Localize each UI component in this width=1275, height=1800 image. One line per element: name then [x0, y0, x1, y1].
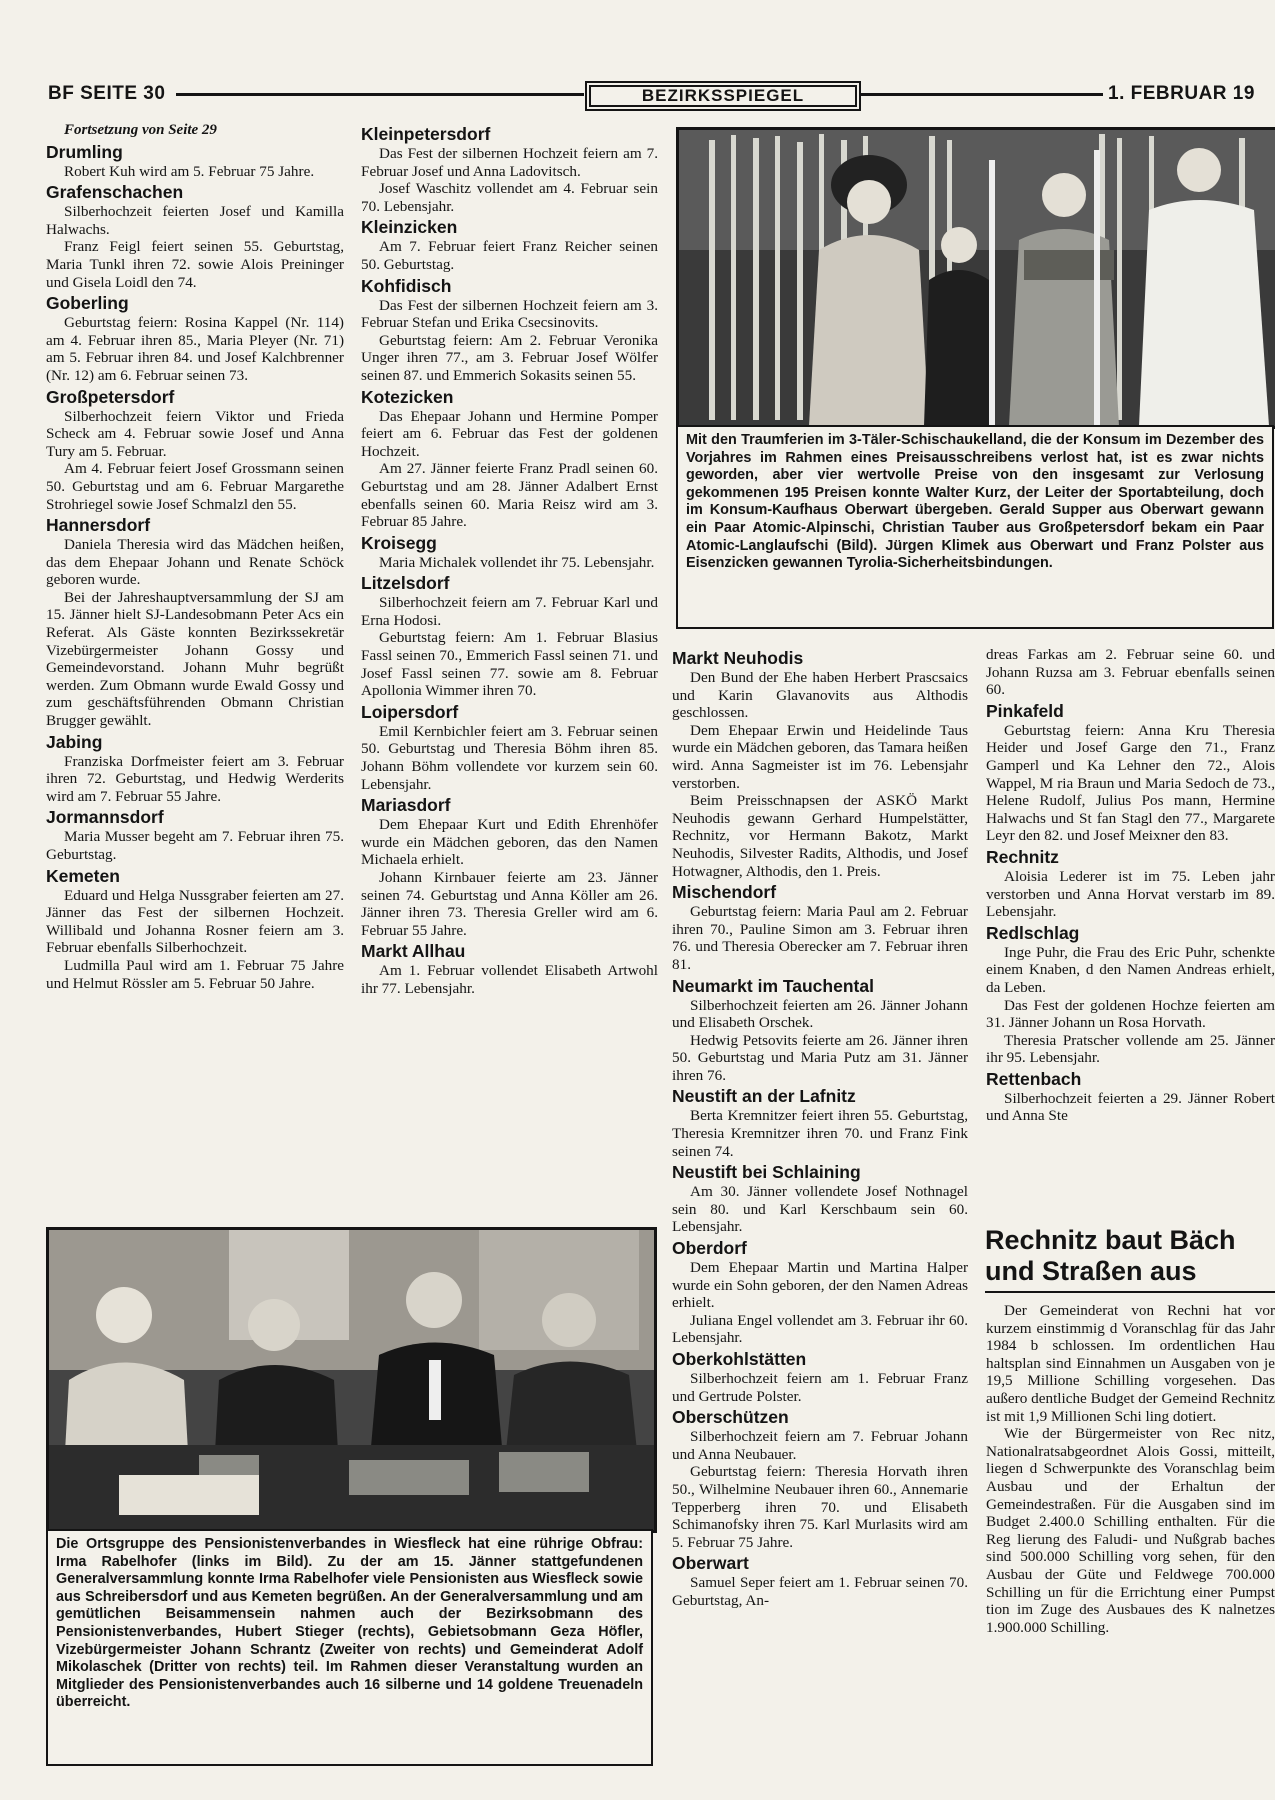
news-paragraph: Am 27. Jänner feierte Franz Pradl seinen 60. Geburtstag und am 28. Jänner Adalbert Ernst ebenfalls seinen 60. Maria Reisz wird am 3. Februar 85 Jahre. — [361, 460, 658, 531]
place-heading: Kotezicken — [361, 386, 454, 407]
news-paragraph: Am 7. Februar feiert Franz Reicher seinen 50. Geburtstag. — [361, 238, 658, 273]
news-paragraph: Bei der Jahreshauptversammlung der SJ am 15. Jänner hielt SJ-Landesobmann Peter Acs ein Referat. Als Gäste konnten Bezirkssekretär Vizebürgermeister Johann Gossy und Gemeindevorstand. Johann Muhr begrüßt werden. Zum Obmann wurde Ewald Gossy und zum geschäftsführenden Obmann Christian Brugger gewählt. — [46, 588, 344, 730]
place-heading: Mariasdorf — [361, 795, 451, 816]
news-paragraph: Beim Preisschnapsen der ASKÖ Markt Neuhodis gewann Gerhard Humpelstätter, Rechnitz, vor Hermann Bakotz, Markt Neuhodis, Silvester Radits, Althodis, und Josef Hotwagner, Althodis, den 1. Preis. — [672, 792, 968, 880]
news-paragraph: Den Bund der Ehe haben Herbert Prascsaics und Karin Glavanovits aus Althodis geschlossen. — [672, 669, 968, 722]
place-heading: Mischendorf — [672, 882, 777, 903]
place-heading: Kemeten — [46, 865, 120, 886]
news-paragraph: Am 4. Februar feiert Josef Grossmann seinen 50. Geburtstag und am 6. Februar Margarethe Strohriegel sowie Josef Schmalzl den 55. — [46, 460, 344, 513]
article-paragraph: Wie der Bürgermeister von Rec nitz, Nationalratsabgeordnet Alois Gossi, mitteilt, liegen d Schwerpunkte des Voranschlag beim Ausbau und der Erhaltun der Gemeindestraßen. Für die Ausgaben sind im Budget 2.400.0 Schilling enthalten. Für die Reg lierung des Faludi- und Nußgrab baches sind 500.000 Schilling vorg sehen, für den Ausbau der Güte und Feldwege 700.000 Schilling un für die Errichtung einer Pumpst tion im Zuge des Ausbaues des K nalnetzes 1.900.000 Schilling. — [986, 1425, 1275, 1636]
place-heading: Drumling — [46, 141, 123, 162]
ski-prize-illustration — [679, 130, 1275, 426]
news-paragraph: Geburtstag feiern: Maria Paul am 2. Februar ihren 70., Pauline Simon am 3. Februar ihren 76. und Theresia Oberecker am 7. Februar ihren 81. — [672, 903, 968, 973]
article-paragraph: Der Gemeinderat von Rechni hat vor kurzem einstimmig d Voranschlag für das Jahr 1984 b schlossen. Im ordentlichen Hau haltsplan sind Einnahmen un Ausgaben von je 19,5 Millione Schilling vorgesehen. Das außero dentliche Budget der Gemeind Rechnitz ist mit 1,9 Millionen Schi ling dotiert. — [986, 1302, 1275, 1425]
place-heading: Markt Allhau — [361, 941, 466, 962]
news-paragraph: Geburtstag feiern: Anna Kru Theresia Heider und Josef Garge den 71., Franz Gamperl und Ka Lehner den 72., Alois Wappel, M ria Braun und Maria Sedoch de 73., Helene Rudolf, Julius Pos mann, Hermine Halwachs und St fan Stagl den 77., Margarete Leyr den 82. und Josef Meixner den 83. — [986, 721, 1275, 845]
place-heading: Goberling — [46, 293, 129, 314]
news-paragraph: Maria Michalek vollendet ihr 75. Lebensjahr. — [379, 553, 655, 571]
pensioner-meeting-illustration — [49, 1230, 654, 1530]
place-heading: Oberdorf — [672, 1238, 747, 1259]
ski-photo-caption: Mit den Traumferien im 3-Täler-Schischaukelland, die der Konsum im Dezember des Vorjahres im Rahmen eines Preisausschreibens verlost hat, ist es zwar nichts geworden, aber vier wertvolle Preise von den insgesamt zur Verlosung gekommenen 195 Preisen konnte Walter Kurz, der Leiter der Sportabteilung, doch im Konsum-Kaufhaus Oberwart übergeben. Gerald Supper aus Oberwart gewann ein Paar Atomic-Alpinschi, Christian Tauber aus Großpetersdorf bekam ein Paar Atomic-Langlaufschi (Bild). Jürgen Klimek aus Oberwart und Franz Polster aus Eisenzicken gewannen Tyrolia-Sicherheitsbindungen. — [676, 425, 1274, 629]
section-title: BEZIRKSSPIEGEL — [585, 81, 861, 111]
news-paragraph: Eduard und Helga Nussgraber feierten am 27. Jänner das Fest der silbernen Hochzeit. Willibald und Johanna Rosner feiern am 3. Februar ebenfalls Silberhochzeit. — [46, 886, 344, 957]
news-paragraph: Silberhochzeit feiern am 7. Februar Karl und Erna Hodosi. — [361, 594, 658, 629]
news-paragraph: Theresia Pratscher vollende am 25. Jänner ihr 95. Lebensjahr. — [986, 1031, 1275, 1067]
header-rule-left — [176, 93, 584, 96]
news-paragraph: dreas Farkas am 2. Februar seine 60. und Johann Ruzsa am 3. Februar ebenfalls seinen 60. — [986, 646, 1275, 699]
news-paragraph: Silberhochzeit feiern am 1. Februar Franz und Gertrude Polster. — [672, 1370, 968, 1405]
news-paragraph: Dem Ehepaar Martin und Martina Halper wurde ein Sohn geboren, der den Namen Adreas erhielt. — [672, 1259, 968, 1312]
column-2 — [361, 122, 658, 1217]
column-4 — [986, 646, 1275, 1211]
place-heading: Rechnitz — [986, 846, 1059, 867]
page-header — [48, 81, 1275, 109]
news-paragraph: Johann Kirnbauer feierte am 23. Jänner seinen 74. Geburtstag und Anna Köller am 26. Jänner ihren 73. Theresia Greller wird am 6. Februar 55 Jahre. — [361, 869, 658, 939]
column-3 — [672, 646, 968, 1768]
column-1 — [46, 122, 344, 1207]
place-heading: Oberkohlstätten — [672, 1349, 807, 1369]
pensioner-meeting-photo — [46, 1227, 657, 1533]
news-paragraph: Franz Feigl feiert seinen 55. Geburtstag, Maria Tunkl ihren 72. sowie Alois Preininger und Gisela Loidl den 74. — [46, 238, 344, 291]
news-paragraph: Am 30. Jänner vollendete Josef Nothnagel sein 80. und Karl Kerschbaum sein 60. Lebensjahr. — [672, 1183, 968, 1236]
page-label: BF SEITE 30 — [48, 83, 166, 104]
news-paragraph: Am 1. Februar vollendet Elisabeth Artwohl ihr 77. Lebensjahr. — [361, 962, 658, 997]
place-heading: Grafenschachen — [46, 182, 184, 203]
news-paragraph: Geburtstag feiern: Rosina Kappel (Nr. 114) am 4. Februar ihren 85., Maria Pleyer (Nr. 71) am 5. Februar ihren 84. und Josef Kalchbrenner (Nr. 12) am 6. Februar seinen 73. — [46, 314, 344, 384]
place-heading: Kleinzicken — [361, 217, 458, 238]
news-paragraph: Franziska Dorfmeister feiert am 3. Februar ihren 72. Geburtstag, und Hedwig Werderits wird am 7. Februar 55 Jahre. — [46, 752, 344, 805]
place-heading: Neustift bei Schlaining — [672, 1162, 861, 1183]
news-paragraph: Josef Waschitz vollendet am 4. Februar sein 70. Lebensjahr. — [361, 180, 658, 215]
place-heading: Rettenbach — [986, 1068, 1082, 1089]
news-paragraph: Silberhochzeit feierten Josef und Kamilla Halwachs. — [46, 203, 344, 238]
news-paragraph: Aloisia Lederer ist im 75. Leben jahr verstorben und Anna Horvat verstarb im 89. Lebensjahr. — [986, 867, 1275, 921]
news-paragraph: Silberhochzeit feiern am 7. Februar Johann und Anna Neubauer. — [672, 1428, 968, 1463]
place-heading: Litzelsdorf — [361, 573, 450, 594]
place-heading: Kroisegg — [361, 532, 437, 553]
place-heading: Neustift an der Lafnitz — [672, 1086, 856, 1107]
article-headline — [985, 1225, 1275, 1287]
place-heading: Jormannsdorf — [46, 807, 164, 828]
news-paragraph: Das Ehepaar Johann und Hermine Pomper feiert am 6. Februar das Fest der goldenen Hochzeit. — [361, 407, 658, 460]
ski-prize-photo — [676, 127, 1275, 429]
news-paragraph: Ludmilla Paul wird am 1. Februar 75 Jahre und Helmut Rössler am 5. Februar 50 Jahre. — [46, 956, 344, 992]
header-rule-right — [860, 93, 1103, 96]
place-heading: Pinkafeld — [986, 700, 1064, 721]
news-paragraph: Robert Kuh wird am 5. Februar 75 Jahre. — [64, 162, 315, 180]
news-paragraph: Silberhochzeit feiern Viktor und Frieda Scheck am 4. Februar sowie Josef und Anna Tury am 5. Februar. — [46, 407, 344, 460]
place-heading: Redlschlag — [986, 922, 1080, 943]
news-paragraph: Das Fest der goldenen Hochze feierten am 31. Jänner Johann un Rosa Horvath. — [986, 996, 1275, 1032]
place-heading: Oberwart — [672, 1553, 749, 1574]
news-paragraph: Maria Musser begeht am 7. Februar ihren 75. Geburtstag. — [46, 828, 344, 863]
place-heading: Kleinpetersdorf — [361, 124, 491, 144]
issue-date: 1. FEBRUAR 19 — [1108, 83, 1255, 104]
news-paragraph: Dem Ehepaar Erwin und Heidelinde Taus wurde ein Mädchen geboren, das Tamara heißen wird. Anna Sagmeister ist im 76. Lebensjahr verstorben. — [672, 721, 968, 792]
news-paragraph: Berta Kremnitzer feiert ihren 55. Geburtstag, Theresia Kremnitzer ihren 70. und Franz Fink seinen 74. — [672, 1107, 968, 1160]
place-heading: Großpetersdorf — [46, 386, 175, 407]
pensioner-photo-caption: Die Ortsgruppe des Pensionistenverbandes in Wiesfleck hat eine rührige Obfrau: Irma Rabelhofer (links im Bild). Zu der am 15. Jänner stattgefundenen Generalversammlung konnte Irma Rabelhofer viele Pensionisten aus Wiesfleck sowie aus Schreibersdorf und aus Kemeten begrüßen. An der Generalversammlung und am gemütlichen Beisammensein nahmen auch der Bezirksobmann des Pensionistenverbandes, Hubert Stieger (rechts), Gebietsobmann Geza Höfler, Vizebürgermeister Johann Schrantz (Zweiter von rechts) und Gemeinderat Adolf Mikolaschek (Dritter von rechts) teil. Im Rahmen dieser Veranstaltung wurden an Mitglieder des Pensionistenverbandes auch 16 silberne und 14 goldene Treuenadeln überreicht. — [46, 1529, 653, 1766]
place-heading: Markt Neuhodis — [672, 648, 804, 668]
news-paragraph: Geburtstag feiern: Theresia Horvath ihren 50., Wilhelmine Neubauer ihren 60., Annemarie Tepperberg ihren 70. und Elisabeth Schimanofsky ihren 75. Karl Murlasits wird am 5. Februar 75 Jahre. — [672, 1463, 968, 1551]
news-paragraph: Hedwig Petsovits feierte am 26. Jänner ihren 50. Geburtstag und Maria Putz am 31. Jänner ihren 76. — [672, 1031, 968, 1084]
news-paragraph: Daniela Theresia wird das Mädchen heißen, das dem Ehepaar Johann und Renate Schöck geboren wurde. — [46, 536, 344, 589]
news-paragraph: Geburtstag feiern: Am 2. Februar Veronika Unger ihren 77., am 3. Februar Josef Wölfer seinen 87. und Emmerich Sokasits seinen 55. — [361, 331, 658, 384]
news-paragraph: Juliana Engel vollendet am 3. Februar ihr 60. Lebensjahr. — [672, 1311, 968, 1347]
headline-line-1: Rechnitz baut Bäch — [985, 1225, 1236, 1255]
news-paragraph: Dem Ehepaar Kurt und Edith Ehrenhöfer wurde ein Mädchen geboren, das den Namen Michaela erhielt. — [361, 816, 658, 869]
news-paragraph: Geburtstag feiern: Am 1. Februar Blasius Fassl seinen 70., Emmerich Fassl seinen 71. und Josef Fassl seinen 77. sowie am 8. Februar Apollonia Wimmer ihren 70. — [361, 629, 658, 700]
news-paragraph: Inge Puhr, die Frau des Eric Puhr, schenkte einem Knaben, d den Namen Andreas erhielt, da Leben. — [986, 943, 1275, 996]
place-heading: Neumarkt im Tauchental — [672, 975, 874, 996]
headline-line-2: und Straßen aus — [985, 1256, 1197, 1286]
headline-rule — [985, 1291, 1275, 1293]
news-paragraph: Emil Kernbichler feiert am 3. Februar seinen 50. Geburtstag und Theresia Böhm ihren 85. Johann Böhm vollendete vor kurzem sein 60. Lebensjahr. — [361, 722, 658, 793]
news-paragraph: Silberhochzeit feierten am 26. Jänner Johann und Elisabeth Orschek. — [672, 996, 968, 1032]
place-heading: Loipersdorf — [361, 701, 459, 722]
place-heading: Jabing — [46, 731, 103, 752]
news-paragraph: Das Fest der silbernen Hochzeit feiern am 7. Februar Josef und Anna Ladovitsch. — [361, 145, 658, 180]
place-heading: Kohfidisch — [361, 275, 452, 296]
news-paragraph: Silberhochzeit feierten a 29. Jänner Robert und Anna Ste — [986, 1089, 1275, 1125]
news-paragraph: Samuel Seper feiert am 1. Februar seinen 70. Geburtstag, An- — [672, 1574, 968, 1609]
place-heading: Hannersdorf — [46, 515, 151, 536]
article-body — [986, 1302, 1275, 1772]
place-heading: Oberschützen — [672, 1407, 789, 1428]
continuation-note: Fortsetzung von Seite 29 — [64, 122, 217, 138]
news-paragraph: Das Fest der silbernen Hochzeit feiern am 3. Februar Stefan und Erika Csecsinovits. — [361, 296, 658, 332]
